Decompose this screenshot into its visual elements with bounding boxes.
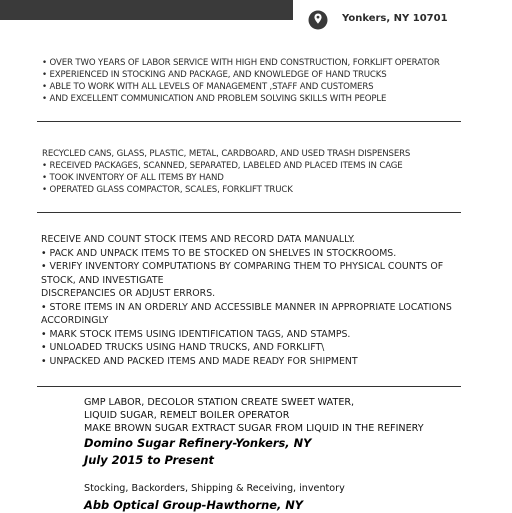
summary-section xyxy=(42,57,482,105)
job-description-line: MAKE BROWN SUGAR EXTRACT SUGAR FROM LIQUID IN THE REFINERY xyxy=(84,422,424,434)
employer-name: Domino Sugar Refinery-Yonkers, NY xyxy=(84,436,312,451)
recycling-duties-section xyxy=(42,148,482,196)
header-bar xyxy=(0,0,293,20)
summary-line: • EXPERIENCED IN STOCKING AND PACKAGE, AND KNOWLEDGE OF HAND TRUCKS xyxy=(42,70,387,80)
location-pin-icon xyxy=(308,0,328,30)
section-divider xyxy=(37,212,461,213)
job-description-line: LIQUID SUGAR, REMELT BOILER OPERATOR xyxy=(84,409,290,421)
duty-line: • UNLOADED TRUCKS USING HAND TRUCKS, AND FORKLIFT\ xyxy=(41,342,325,353)
summary-line: • OVER TWO YEARS OF LABOR SERVICE WITH HIGH END CONSTRUCTION, FORKLIFT OPERATOR xyxy=(42,58,440,68)
job-abb xyxy=(84,483,484,513)
duty-line: • RECEIVED PACKAGES, SCANNED, SEPARATED, LABELED AND PLACED ITEMS IN CAGE xyxy=(42,161,403,171)
duty-line: ACCORDINGLY xyxy=(41,315,109,326)
job-description-line: GMP LABOR, DECOLOR STATION CREATE SWEET WATER, xyxy=(84,397,355,408)
section-divider xyxy=(37,121,461,122)
duty-line: • PACK AND UNPACK ITEMS TO BE STOCKED ON SHELVES IN STOCKROOMS. xyxy=(41,247,397,259)
employment-dates: July 2015 to Present xyxy=(84,452,214,467)
job-description-line: Stocking, Backorders, Shipping & Receiving, inventory xyxy=(84,483,345,494)
employer-name: Abb Optical Group-Hawthorne, NY xyxy=(84,497,304,512)
duty-line: RECYCLED CANS, GLASS, PLASTIC, METAL, CARDBOARD, AND USED TRASH DISPENSERS xyxy=(42,149,411,159)
summary-line: • AND EXCELLENT COMMUNICATION AND PROBLEM SOLVING SKILLS WITH PEOPLE xyxy=(42,94,387,104)
summary-line: • ABLE TO WORK WITH ALL LEVELS OF MANAGEMENT ,STAFF AND CUSTOMERS xyxy=(42,82,374,92)
duty-line: • UNPACKED AND PACKED ITEMS AND MADE READY FOR SHIPMENT xyxy=(41,355,358,367)
job-domino xyxy=(84,397,484,469)
duty-line: DISCREPANCIES OR ADJUST ERRORS. xyxy=(41,288,216,299)
duty-line: • VERIFY INVENTORY COMPUTATIONS BY COMPARING THEM TO PHYSICAL COUNTS OF xyxy=(41,261,444,272)
stock-duties-section xyxy=(41,233,481,368)
duty-line: • STORE ITEMS IN AN ORDERLY AND ACCESSIBLE MANNER IN APPROPRIATE LOCATIONS xyxy=(41,301,452,313)
duty-line: • OPERATED GLASS COMPACTOR, SCALES, FORKLIFT TRUCK xyxy=(42,185,293,195)
section-divider xyxy=(37,386,461,387)
duty-line: • TOOK INVENTORY OF ALL ITEMS BY HAND xyxy=(42,173,224,183)
duty-line: RECEIVE AND COUNT STOCK ITEMS AND RECORD DATA MANUALLY. xyxy=(41,234,355,245)
duty-line: STOCK, AND INVESTIGATE xyxy=(41,274,164,286)
location-text: Yonkers, NY 10701 xyxy=(342,13,448,24)
duty-line: • MARK STOCK ITEMS USING IDENTIFICATION TAGS, AND STAMPS. xyxy=(41,328,351,340)
